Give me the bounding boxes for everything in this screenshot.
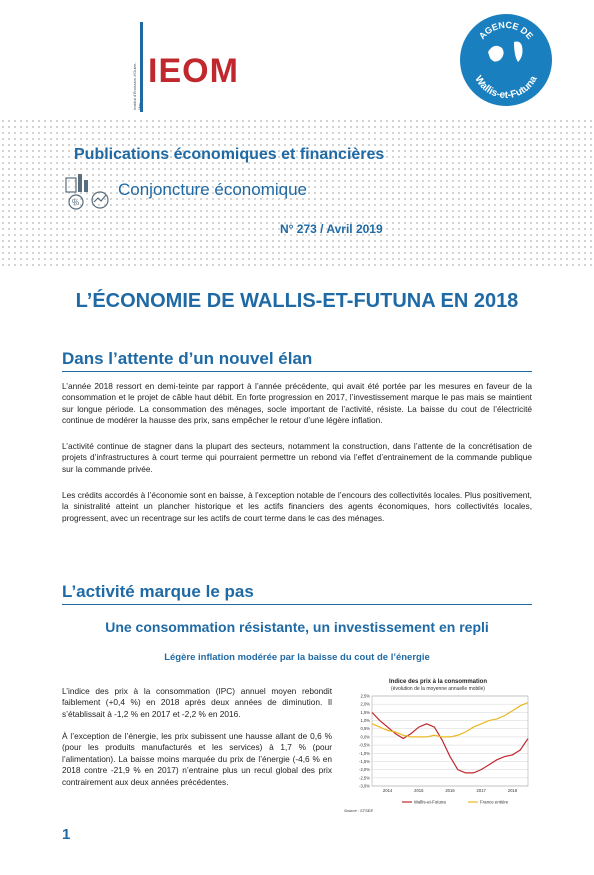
svg-text:%: %: [72, 198, 80, 207]
chart-x-tick-label: 2017: [476, 788, 486, 793]
section-divider: [62, 604, 532, 605]
paragraph: L’indice des prix à la consommation (IPC) annuel moyen rebondit faiblement (+0,4 %) en 2018 après deux années de diminution. Il s’établissait à -1,2 % en 2017 et -2,2 % en 2016.: [62, 686, 332, 719]
chart-source: Source : STSEE: [344, 808, 374, 813]
publication-type: Conjoncture économique: [118, 180, 308, 199]
chart-x-tick-label: 2018: [507, 788, 518, 793]
chart-y-tick-label: -1,0%: [359, 750, 370, 756]
chart-y-tick-label: -1,5%: [359, 758, 370, 764]
paragraph: L’année 2018 ressort en demi-teinte par rapport à l’année précédente, qui avait été portée par les mesures en faveur de la consommation et le projet de câble haut débit. En forte progression en 2017, l’investissement marque le pas mais se maintient sur longue période. La consommation des ménages, socle important de l’activité, résiste. La baisse du cout de l’électricité continue de modérer la hausse des prix, sans empêcher le retour d’une légère inflation.: [62, 381, 532, 426]
section-divider: [62, 371, 532, 372]
cpi-chart: [342, 676, 534, 816]
chart-legend-label: France entière: [480, 799, 509, 805]
chart-x-tick-label: 2014: [382, 788, 393, 793]
chart-x-tick-label: 2016: [445, 788, 455, 793]
logo-bar: [140, 22, 143, 112]
agency-bottom-text: Wallis-et-Futuna: [472, 74, 540, 102]
subsubsection-heading: Légère inflation modérée par la baisse du cout de l’énergie: [164, 652, 430, 663]
chart-x-tick-label: 2015: [414, 788, 424, 793]
publication-series: Publications économiques et financières: [74, 146, 385, 163]
page-title: L’ÉCONOMIE DE WALLIS-ET-FUTUNA EN 2018: [75, 290, 519, 312]
chart-y-tick-label: -3,0%: [359, 783, 370, 789]
chart-y-tick-label: -0,5%: [359, 742, 370, 748]
chart-y-tick-label: 0,0%: [360, 734, 370, 740]
paragraph: À l’exception de l’énergie, les prix subissent une hausse allant de 0,6 % (pour les produits manufacturés et les services) à 1,7 % (pour l’alimentation). La baisse moins marquée du prix de l’énergie (-4,6 % en 2018 contre -21,9 % en 2017) n’entraine plus un recul global des prix contrairement aux deux années précédentes.: [62, 731, 332, 787]
issue-number: N° 273 / Avril 2019: [280, 222, 383, 236]
ieom-logo: IEOM: [148, 52, 239, 90]
chart-y-tick-label: 1,0%: [360, 718, 370, 724]
chart-series-line-0: [372, 712, 528, 773]
paragraph: L’activité continue de stagner dans la plupart des secteurs, notamment la construction, dans l’attente de la concrétisation de projets d’infrastructures à court terme qui pourraient permettre un rebond via l’effet d’entrainement de la commande publique sur la commande privée.: [62, 441, 532, 474]
chart-y-tick-label: 2,0%: [360, 701, 370, 707]
page-number: 1: [62, 826, 71, 843]
chart-y-tick-label: 2,5%: [360, 693, 370, 699]
logo-subtext: Institut d'Émission d'Outre-: [132, 62, 137, 110]
chart-y-tick-label: -2,5%: [359, 775, 370, 781]
chart-series-line-1: [372, 703, 528, 737]
paragraph: Les crédits accordés à l’économie sont en baisse, à l’exception notable de l’encours des collectivités locales. Plus positivement, la sinistralité atteint un plancher historique et les actifs financiers des agents économiques, hors collectivités locales, progressent, avec un recentrage sur les actifs de court terme dans le cas des ménages.: [62, 490, 532, 523]
chart-subtitle: (évolution de la moyenne annuelle mobile): [391, 686, 485, 692]
agency-top-text: AGENCE DE: [476, 19, 536, 42]
agency-logo: [458, 12, 554, 108]
chart-plot-area: [372, 696, 528, 786]
chart-legend-label: Wallis-et-Futuna: [414, 799, 446, 805]
section-heading: Dans l’attente d’un nouvel élan: [62, 349, 313, 368]
section-heading: L’activité marque le pas: [62, 582, 254, 601]
chart-y-tick-label: 0,5%: [360, 726, 370, 732]
economy-icon: [64, 172, 112, 212]
chart-y-tick-label: 1,5%: [360, 709, 370, 715]
chart-y-tick-label: -2,0%: [359, 767, 370, 773]
chart-title: Indice des prix à la consommation: [388, 679, 488, 685]
subsection-heading: Une consommation résistante, un investissement en repli: [105, 619, 489, 635]
